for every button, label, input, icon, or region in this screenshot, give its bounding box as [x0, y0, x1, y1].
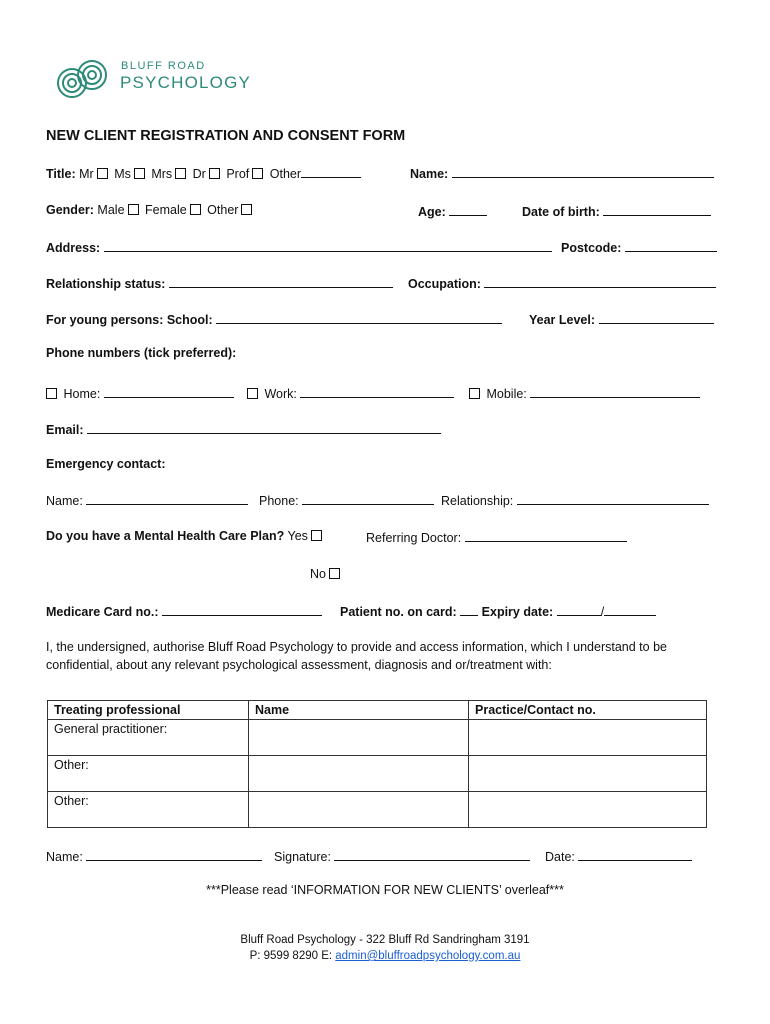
occupation-label: Occupation:: [408, 277, 481, 291]
header-name: Name: [249, 701, 469, 720]
gender-label: Gender:: [46, 203, 94, 217]
footer-email-link[interactable]: admin@bluffroadpsychology.com.au: [335, 950, 521, 962]
gender-other: Other: [207, 203, 239, 217]
footer-contact: [0, 950, 770, 962]
title-label: Title:: [46, 167, 76, 181]
mrs-checkbox[interactable]: [175, 168, 186, 179]
work-label: Work:: [264, 387, 297, 401]
row1-contact[interactable]: [469, 720, 707, 756]
postcode-field[interactable]: [625, 239, 717, 252]
row3-contact[interactable]: [469, 792, 707, 828]
sign-name-field[interactable]: [86, 848, 262, 861]
professionals-table: [47, 700, 707, 828]
referring-field[interactable]: [465, 529, 627, 542]
address-label: Address:: [46, 241, 101, 255]
signature-label: Signature:: [274, 850, 331, 864]
work-checkbox[interactable]: [247, 388, 258, 399]
title-mr: Mr: [79, 167, 94, 181]
expiry-month-field[interactable]: [557, 603, 601, 616]
title-mrs: Mrs: [151, 167, 173, 181]
mhcp-label: Do you have a Mental Health Care Plan?: [46, 529, 285, 543]
logo-line1: BLUFF ROAD: [121, 60, 206, 72]
patient-no-field[interactable]: [460, 603, 478, 616]
mobile-field[interactable]: [530, 385, 700, 398]
sign-name-label: Name:: [46, 850, 83, 864]
date-label: Date:: [545, 850, 575, 864]
ec-rel-label: Relationship:: [441, 494, 514, 508]
mhcp-yes-checkbox[interactable]: [311, 530, 322, 541]
row1-professional: General practitioner:: [48, 720, 249, 756]
referring-label: Referring Doctor:: [366, 531, 462, 545]
title-prof: Prof: [226, 167, 250, 181]
date-field[interactable]: [578, 848, 692, 861]
table-row: [48, 720, 707, 756]
footer-address: Bluff Road Psychology - 322 Bluff Rd Sandringham 3191: [240, 934, 530, 946]
logo: [55, 55, 111, 104]
school-field[interactable]: [216, 311, 502, 324]
email-field[interactable]: [87, 421, 441, 434]
male-checkbox[interactable]: [128, 204, 139, 215]
gender-other-checkbox[interactable]: [241, 204, 252, 215]
mhcp-yes-label: Yes: [287, 529, 308, 543]
home-label: Home:: [63, 387, 101, 401]
dr-checkbox[interactable]: [209, 168, 220, 179]
logo-mark-icon: [55, 55, 111, 101]
overleaf-notice: ***Please read ‘INFORMATION FOR NEW CLIENTS’ overleaf***: [206, 883, 564, 897]
header-treating: Treating professional: [48, 701, 249, 720]
consent-text: I, the undersigned, authorise Bluff Road Psychology to provide and access information, which I understand to be confidential, about any relevant psychological assessment, diagnosis and or/treatment with:: [46, 640, 667, 672]
title-row: [46, 165, 361, 181]
female-checkbox[interactable]: [190, 204, 201, 215]
work-field[interactable]: [300, 385, 454, 398]
mhcp-no-checkbox[interactable]: [329, 568, 340, 579]
age-field[interactable]: [449, 203, 487, 216]
row3-professional: Other:: [48, 792, 249, 828]
ec-name-field[interactable]: [86, 492, 248, 505]
name-field[interactable]: [452, 165, 714, 178]
ms-checkbox[interactable]: [134, 168, 145, 179]
year-label: Year Level:: [529, 313, 596, 327]
relationship-label: Relationship status:: [46, 277, 166, 291]
form-title: NEW CLIENT REGISTRATION AND CONSENT FORM: [46, 128, 406, 144]
email-label: Email:: [46, 423, 84, 437]
home-field[interactable]: [104, 385, 234, 398]
table-header-row: [48, 701, 707, 720]
footer-phone: P: 9599 8290 E:: [249, 950, 333, 962]
age-label: Age:: [418, 205, 446, 219]
title-ms: Ms: [114, 167, 131, 181]
mr-checkbox[interactable]: [97, 168, 108, 179]
dob-label: Date of birth:: [522, 205, 600, 219]
mhcp-no-label: No: [310, 567, 326, 581]
postcode-label: Postcode:: [561, 241, 622, 255]
dob-field[interactable]: [603, 203, 711, 216]
school-label: For young persons: School:: [46, 313, 213, 327]
occupation-field[interactable]: [484, 275, 716, 288]
header-practice: Practice/Contact no.: [469, 701, 707, 720]
row2-name[interactable]: [249, 756, 469, 792]
gender-female: Female: [145, 203, 187, 217]
ec-phone-field[interactable]: [302, 492, 434, 505]
emergency-label: Emergency contact:: [46, 457, 166, 471]
phone-label: Phone numbers (tick preferred):: [46, 346, 237, 360]
mobile-checkbox[interactable]: [469, 388, 480, 399]
title-other-field[interactable]: [301, 165, 361, 178]
expiry-label: Expiry date:: [481, 605, 554, 619]
ec-name-label: Name:: [46, 494, 83, 508]
ec-phone-label: Phone:: [259, 494, 299, 508]
row2-professional: Other:: [48, 756, 249, 792]
gender-male: Male: [97, 203, 125, 217]
year-field[interactable]: [599, 311, 714, 324]
patient-no-label: Patient no. on card:: [340, 605, 457, 619]
table-row: [48, 756, 707, 792]
title-other: Other: [269, 167, 302, 181]
medicare-field[interactable]: [162, 603, 322, 616]
ec-rel-field[interactable]: [517, 492, 709, 505]
mobile-label: Mobile:: [486, 387, 527, 401]
relationship-field[interactable]: [169, 275, 393, 288]
row2-contact[interactable]: [469, 756, 707, 792]
title-dr: Dr: [192, 167, 206, 181]
signature-field[interactable]: [334, 848, 530, 861]
home-checkbox[interactable]: [46, 388, 57, 399]
logo-line2: PSYCHOLOGY: [120, 73, 252, 92]
row3-name[interactable]: [249, 792, 469, 828]
prof-checkbox[interactable]: [252, 168, 263, 179]
table-row: [48, 792, 707, 828]
expiry-year-field[interactable]: [604, 603, 656, 616]
name-label: Name:: [410, 167, 449, 181]
row1-name[interactable]: [249, 720, 469, 756]
medicare-label: Medicare Card no.:: [46, 605, 159, 619]
address-field[interactable]: [104, 239, 552, 252]
